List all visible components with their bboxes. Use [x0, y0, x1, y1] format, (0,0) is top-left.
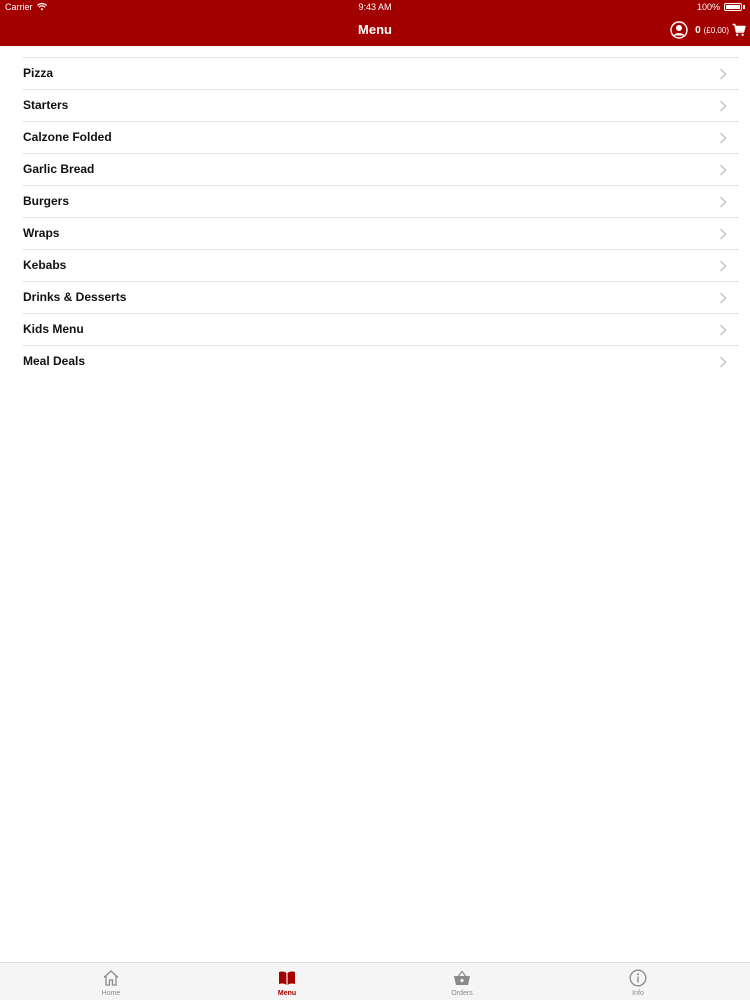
menu-item-garlic-bread[interactable] [23, 153, 739, 185]
menu-item-label: Drinks & Desserts [23, 290, 127, 304]
menu-item-label: Starters [23, 98, 69, 112]
tab-label: Info [632, 990, 644, 997]
menu-item-label: Kebabs [23, 258, 67, 272]
menu-item-label: Calzone Folded [23, 130, 112, 144]
status-bar [0, 0, 750, 14]
tab-info[interactable] [598, 963, 678, 1001]
tab-label: Menu [277, 990, 297, 997]
menu-item-kids-menu[interactable] [23, 313, 739, 345]
chevron-right-icon [719, 356, 727, 368]
menu-item-drinks-desserts[interactable] [23, 281, 739, 313]
tab-bar [0, 962, 750, 1000]
menu-item-label: Wraps [23, 226, 60, 240]
chevron-right-icon [719, 68, 727, 80]
menu-item-kebabs[interactable] [23, 249, 739, 281]
menu-item-label: Kids Menu [23, 322, 84, 336]
basket-icon [453, 969, 471, 987]
cart-count: 0 [695, 24, 701, 36]
chevron-right-icon [719, 196, 727, 208]
cart-button[interactable] [695, 14, 746, 46]
chevron-right-icon [719, 260, 727, 272]
battery-cap [743, 5, 745, 9]
page-title: Menu [358, 22, 392, 37]
chevron-right-icon [719, 324, 727, 336]
home-icon [102, 969, 120, 987]
battery-icon [724, 3, 742, 11]
menu-item-label: Pizza [23, 66, 54, 80]
menu-item-meal-deals[interactable] [23, 345, 739, 377]
chevron-right-icon [719, 132, 727, 144]
menu-item-starters[interactable] [23, 89, 739, 121]
tab-menu[interactable] [247, 963, 327, 1001]
status-right [697, 0, 745, 14]
carrier-label: Carrier [5, 2, 33, 12]
battery-percent: 100% [696, 2, 720, 12]
cart-total: (£0.00) [703, 25, 729, 35]
menu-item-burgers[interactable] [23, 185, 739, 217]
chevron-right-icon [719, 100, 727, 112]
cart-icon [732, 23, 746, 37]
menu-item-label: Garlic Bread [23, 162, 95, 176]
nav-bar [0, 14, 750, 46]
menu-item-label: Burgers [23, 194, 70, 208]
tab-label: Orders [451, 990, 473, 997]
menu-category-list [0, 57, 750, 377]
info-icon [629, 969, 647, 987]
tab-label: Home [101, 990, 121, 997]
user-circle-icon[interactable] [670, 21, 688, 39]
status-time: 9:43 AM [358, 2, 392, 12]
menu-item-label: Meal Deals [23, 354, 86, 368]
chevron-right-icon [719, 228, 727, 240]
tab-orders[interactable] [422, 963, 502, 1001]
menu-item-wraps[interactable] [23, 217, 739, 249]
menu-item-calzone-folded[interactable] [23, 121, 739, 153]
chevron-right-icon [719, 292, 727, 304]
chevron-right-icon [719, 164, 727, 176]
book-icon [278, 969, 296, 987]
tab-home[interactable] [71, 963, 151, 1001]
menu-item-pizza[interactable] [23, 57, 739, 89]
